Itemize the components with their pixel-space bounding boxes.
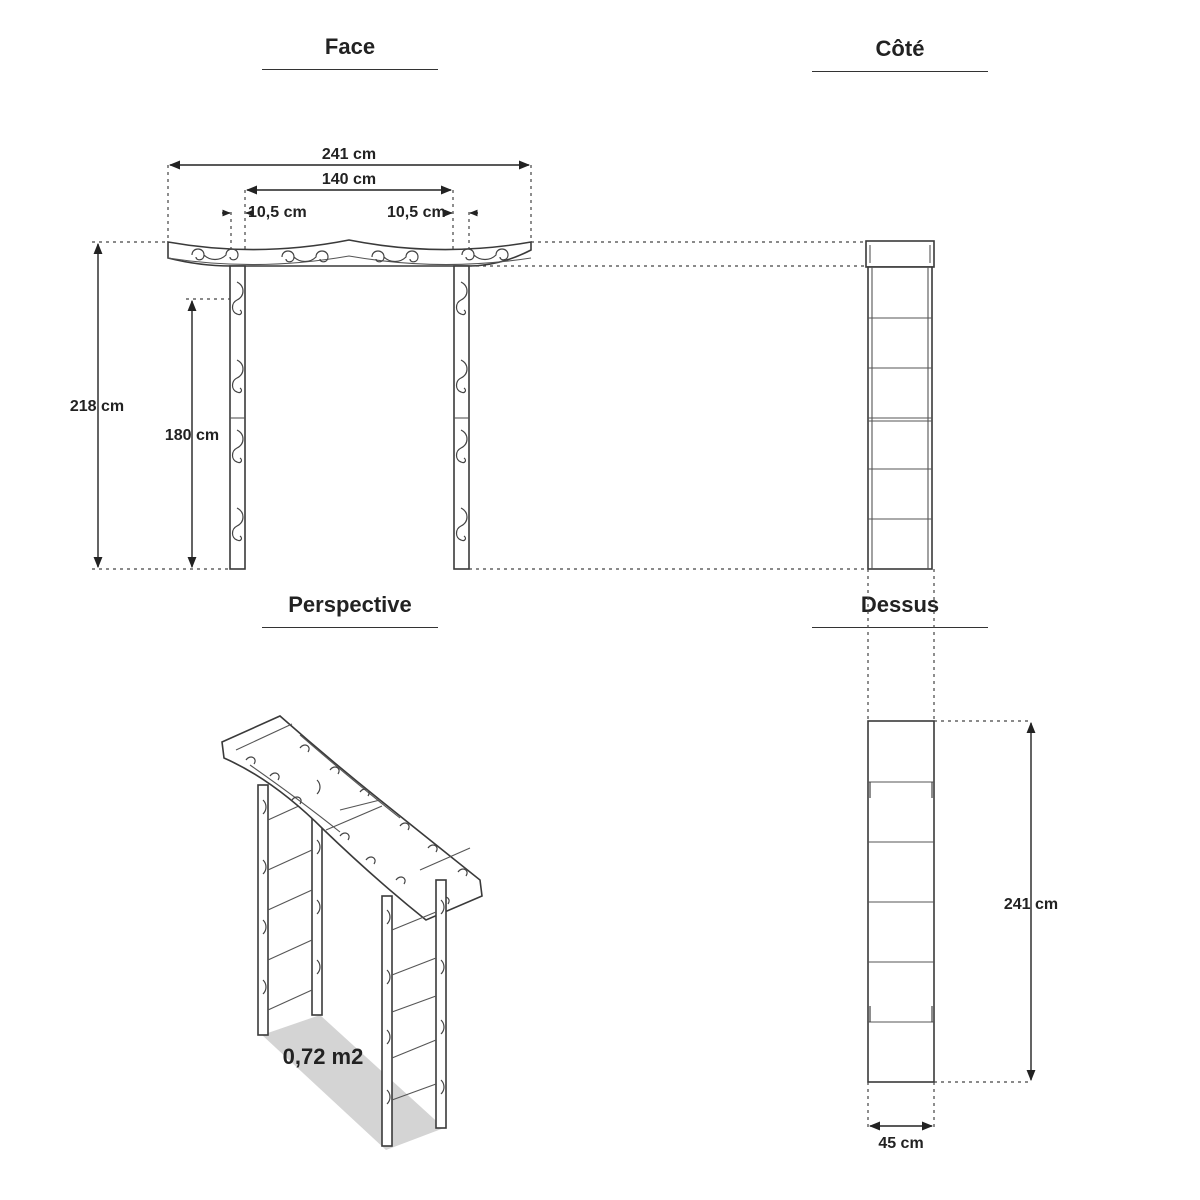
top-length-label: 241 cm <box>1003 896 1059 913</box>
face-roof-beam <box>168 240 531 266</box>
footprint-area-label: 0,72 m2 <box>282 1044 364 1069</box>
inner-width-label: 140 cm <box>321 171 377 188</box>
post-height-label: 180 cm <box>164 427 220 444</box>
ground-footprint-shadow <box>262 1015 444 1150</box>
top-depth-label: 45 cm <box>878 1135 924 1152</box>
post-scroll-ornaments <box>233 282 468 541</box>
perspective-back-left-post <box>258 785 268 1035</box>
perspective-front-right-post <box>436 880 446 1128</box>
perspective-view-title: Perspective <box>288 592 412 617</box>
side-view-title: Côté <box>875 36 925 61</box>
left-post-width-label: 10,5 cm <box>248 204 307 221</box>
perspective-front-left-post <box>382 896 392 1146</box>
top-view <box>868 721 1058 1152</box>
face-view-title: Face <box>324 34 376 59</box>
top-view-title: Dessus <box>860 592 940 617</box>
total-height-label: 218 cm <box>69 398 125 415</box>
face-view <box>70 146 866 569</box>
right-post-width-label: 10,5 cm <box>387 204 446 221</box>
side-roof-cap <box>866 241 934 267</box>
total-width-label: 241 cm <box>321 146 377 163</box>
side-view <box>866 241 934 720</box>
perspective-view <box>222 716 482 1150</box>
